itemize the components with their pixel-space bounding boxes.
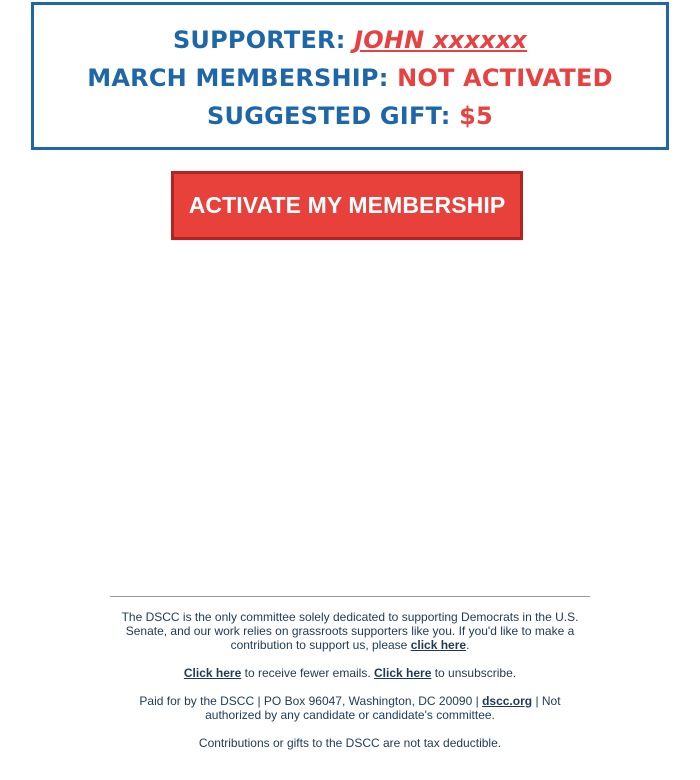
membership-status-box — [31, 2, 669, 150]
unsubscribe-text: to unsubscribe. — [434, 666, 517, 680]
fewer-emails-link[interactable]: Click here — [183, 666, 242, 680]
tax-notice-text: Contributions or gifts to the DSCC are not tax deductible. — [198, 736, 502, 750]
paid-for-text: Paid for by the DSCC | PO Box 96047, Washington, DC 20090 | — [139, 694, 479, 708]
supporter-label: SUPPORTER: — [172, 26, 346, 54]
footer-mission — [110, 610, 590, 652]
gift-label: SUGGESTED GIFT: — [207, 102, 451, 130]
contribute-link[interactable]: click here — [410, 638, 467, 652]
mission-end: . — [466, 638, 470, 652]
unsubscribe-link[interactable]: Click here — [374, 666, 432, 680]
authorization-text: | Not authorized by any candidate or candidate's committee. — [205, 694, 561, 722]
activate-membership-label: ACTIVATE MY MEMBERSHIP — [188, 192, 506, 218]
footer-email-preferences — [110, 666, 590, 680]
footer-paid-for — [110, 694, 590, 722]
footer-tax-notice — [110, 736, 590, 750]
activate-membership-button[interactable] — [171, 171, 523, 240]
supporter-line — [34, 21, 666, 59]
supporter-name-link[interactable]: JOHN xxxxxx — [354, 26, 528, 54]
dscc-site-link[interactable]: dscc.org — [482, 694, 533, 708]
mission-text: The DSCC is the only committee solely dedicated to supporting Democrats in the U.S. Senate, and our work relies on grassroots supporters like you. If you'd like to make a contribution to support us, please — [121, 610, 579, 652]
membership-line — [34, 59, 666, 97]
gift-line — [34, 97, 666, 135]
footer — [110, 610, 590, 764]
gift-amount: $5 — [459, 102, 493, 130]
membership-status-value: NOT ACTIVATED — [397, 64, 613, 92]
footer-divider — [110, 596, 590, 597]
membership-label: MARCH MEMBERSHIP: — [87, 64, 389, 92]
fewer-emails-text: to receive fewer emails. — [244, 666, 371, 680]
